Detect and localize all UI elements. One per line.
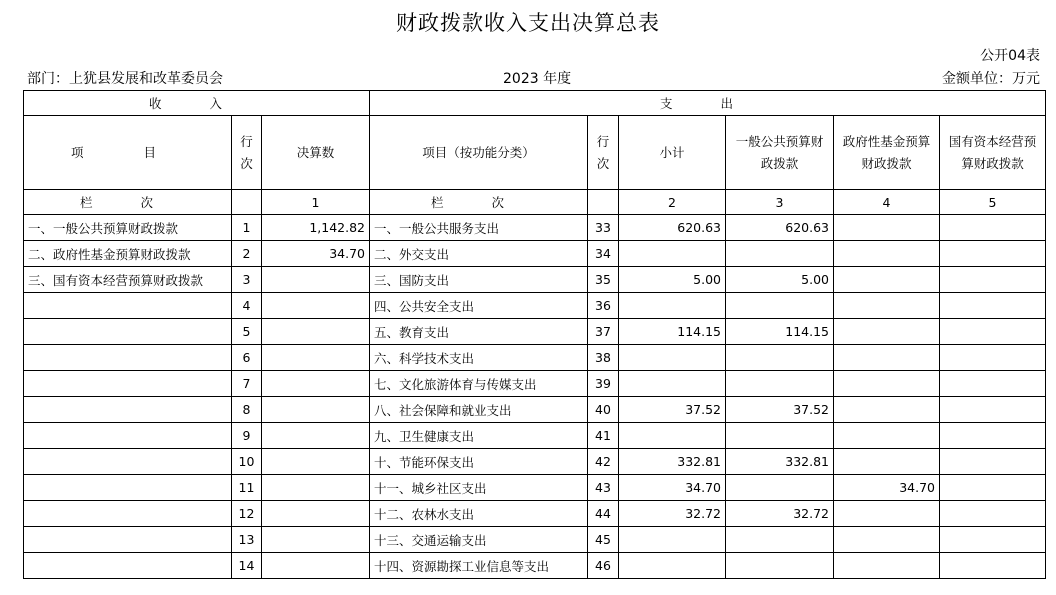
expense-item: 一、一般公共服务支出 [370, 215, 588, 241]
expense-item: 九、卫生健康支出 [370, 423, 588, 449]
expense-state-capital [940, 475, 1046, 501]
table-row [24, 293, 1046, 319]
income-row-no: 11 [232, 475, 262, 501]
report-table [23, 90, 1046, 579]
expense-row-no: 34 [588, 241, 619, 267]
expense-state-capital [940, 345, 1046, 371]
expense-subtotal: 5.00 [619, 267, 726, 293]
expense-general-budget [726, 293, 834, 319]
lanci-label-in: 栏 次 [24, 190, 232, 215]
form-number: 公开04表 [980, 48, 1040, 64]
lanci-empty-out [588, 190, 619, 215]
expense-state-capital [940, 267, 1046, 293]
income-section-header: 收 入 [24, 91, 370, 116]
income-row-no: 2 [232, 241, 262, 267]
income-amount [262, 501, 370, 527]
income-item: 二、政府性基金预算财政拨款 [24, 241, 232, 267]
expense-gov-fund [834, 293, 940, 319]
table-row [24, 501, 1046, 527]
expense-state-capital [940, 501, 1046, 527]
income-item [24, 345, 232, 371]
expense-general-budget [726, 553, 834, 579]
table-row [24, 449, 1046, 475]
expense-section-header: 支 出 [370, 91, 1046, 116]
income-item [24, 449, 232, 475]
expense-row-no: 43 [588, 475, 619, 501]
expense-state-capital [940, 527, 1046, 553]
unit-label: 金额单位：万元 [942, 71, 1040, 87]
table-row [24, 423, 1046, 449]
section-row [24, 91, 1046, 116]
expense-item: 二、外交支出 [370, 241, 588, 267]
income-row-no: 3 [232, 267, 262, 293]
year-label: 2023 年度 [503, 71, 572, 87]
header-general-budget: 一般公共预算财政拨款 [726, 116, 834, 190]
income-row-no: 9 [232, 423, 262, 449]
expense-state-capital [940, 449, 1046, 475]
expense-general-budget [726, 527, 834, 553]
header-gov-fund: 政府性基金预算财政拨款 [834, 116, 940, 190]
income-row-no: 13 [232, 527, 262, 553]
expense-gov-fund [834, 423, 940, 449]
expense-state-capital [940, 423, 1046, 449]
lanci-col5: 5 [940, 190, 1046, 215]
income-item [24, 371, 232, 397]
income-row-no: 5 [232, 319, 262, 345]
income-amount [262, 527, 370, 553]
expense-subtotal: 620.63 [619, 215, 726, 241]
table-row [24, 371, 1046, 397]
header-item-func: 项目（按功能分类） [370, 116, 588, 190]
table-row [24, 397, 1046, 423]
expense-item: 十一、城乡社区支出 [370, 475, 588, 501]
lanci-col4: 4 [834, 190, 940, 215]
expense-gov-fund [834, 397, 940, 423]
income-row-no: 8 [232, 397, 262, 423]
expense-row-no: 46 [588, 553, 619, 579]
expense-row-no: 39 [588, 371, 619, 397]
expense-general-budget [726, 241, 834, 267]
lanci-empty-in [232, 190, 262, 215]
income-item [24, 293, 232, 319]
income-row-no: 14 [232, 553, 262, 579]
expense-row-no: 42 [588, 449, 619, 475]
header-row-no-out: 行次 [588, 116, 619, 190]
expense-subtotal [619, 371, 726, 397]
expense-subtotal [619, 241, 726, 267]
table-row [24, 527, 1046, 553]
expense-subtotal: 37.52 [619, 397, 726, 423]
expense-gov-fund [834, 449, 940, 475]
income-row-no: 4 [232, 293, 262, 319]
expense-gov-fund [834, 215, 940, 241]
expense-general-budget: 332.81 [726, 449, 834, 475]
expense-subtotal: 114.15 [619, 319, 726, 345]
income-amount [262, 267, 370, 293]
expense-row-no: 40 [588, 397, 619, 423]
expense-item: 四、公共安全支出 [370, 293, 588, 319]
header-state-capital: 国有资本经营预算财政拨款 [940, 116, 1046, 190]
income-row-no: 12 [232, 501, 262, 527]
income-item: 一、一般公共预算财政拨款 [24, 215, 232, 241]
income-item [24, 553, 232, 579]
expense-gov-fund [834, 267, 940, 293]
lanci-col1: 1 [262, 190, 370, 215]
expense-gov-fund [834, 553, 940, 579]
expense-item: 十二、农林水支出 [370, 501, 588, 527]
expense-subtotal [619, 527, 726, 553]
expense-general-budget: 620.63 [726, 215, 834, 241]
income-amount [262, 345, 370, 371]
table-row [24, 345, 1046, 371]
expense-general-budget: 114.15 [726, 319, 834, 345]
header-subtotal: 小计 [619, 116, 726, 190]
expense-gov-fund [834, 241, 940, 267]
expense-subtotal [619, 293, 726, 319]
expense-subtotal: 34.70 [619, 475, 726, 501]
header-item: 项 目 [24, 116, 232, 190]
expense-state-capital [940, 397, 1046, 423]
expense-row-no: 33 [588, 215, 619, 241]
income-amount [262, 423, 370, 449]
expense-item: 三、国防支出 [370, 267, 588, 293]
income-amount: 1,142.82 [262, 215, 370, 241]
expense-item: 十四、资源勘探工业信息等支出 [370, 553, 588, 579]
expense-general-budget [726, 475, 834, 501]
expense-subtotal [619, 553, 726, 579]
income-item [24, 423, 232, 449]
table-row [24, 475, 1046, 501]
expense-state-capital [940, 553, 1046, 579]
expense-subtotal: 332.81 [619, 449, 726, 475]
income-amount [262, 397, 370, 423]
income-item [24, 319, 232, 345]
table-row [24, 319, 1046, 345]
income-row-no: 10 [232, 449, 262, 475]
header-row-no-in: 行次 [232, 116, 262, 190]
expense-general-budget: 5.00 [726, 267, 834, 293]
expense-subtotal [619, 345, 726, 371]
income-amount [262, 449, 370, 475]
expense-item: 六、科学技术支出 [370, 345, 588, 371]
table-row [24, 215, 1046, 241]
income-row-no: 6 [232, 345, 262, 371]
page-title: 财政拨款收入支出决算总表 [396, 11, 660, 35]
income-amount [262, 475, 370, 501]
lanci-col3: 3 [726, 190, 834, 215]
expense-row-no: 45 [588, 527, 619, 553]
expense-item: 五、教育支出 [370, 319, 588, 345]
expense-gov-fund [834, 501, 940, 527]
expense-row-no: 35 [588, 267, 619, 293]
expense-gov-fund [834, 319, 940, 345]
table-row [24, 241, 1046, 267]
table-row [24, 267, 1046, 293]
expense-subtotal [619, 423, 726, 449]
income-row-no: 1 [232, 215, 262, 241]
expense-gov-fund [834, 371, 940, 397]
expense-gov-fund: 34.70 [834, 475, 940, 501]
expense-gov-fund [834, 345, 940, 371]
expense-general-budget [726, 371, 834, 397]
income-item [24, 501, 232, 527]
column-index-row [24, 190, 1046, 215]
income-amount [262, 553, 370, 579]
expense-subtotal: 32.72 [619, 501, 726, 527]
expense-general-budget [726, 423, 834, 449]
header-final-amount: 决算数 [262, 116, 370, 190]
expense-state-capital [940, 319, 1046, 345]
expense-row-no: 37 [588, 319, 619, 345]
income-item [24, 397, 232, 423]
expense-general-budget [726, 345, 834, 371]
expense-state-capital [940, 293, 1046, 319]
income-item [24, 475, 232, 501]
expense-item: 十、节能环保支出 [370, 449, 588, 475]
expense-row-no: 36 [588, 293, 619, 319]
expense-state-capital [940, 371, 1046, 397]
expense-gov-fund [834, 527, 940, 553]
income-item: 三、国有资本经营预算财政拨款 [24, 267, 232, 293]
income-amount: 34.70 [262, 241, 370, 267]
income-amount [262, 371, 370, 397]
lanci-col2: 2 [619, 190, 726, 215]
expense-item: 十三、交通运输支出 [370, 527, 588, 553]
income-amount [262, 293, 370, 319]
expense-state-capital [940, 215, 1046, 241]
expense-row-no: 38 [588, 345, 619, 371]
income-item [24, 527, 232, 553]
expense-general-budget: 32.72 [726, 501, 834, 527]
expense-state-capital [940, 241, 1046, 267]
expense-item: 七、文化旅游体育与传媒支出 [370, 371, 588, 397]
expense-general-budget: 37.52 [726, 397, 834, 423]
expense-row-no: 44 [588, 501, 619, 527]
expense-row-no: 41 [588, 423, 619, 449]
column-header-row [24, 116, 1046, 190]
lanci-label-out: 栏 次 [370, 190, 588, 215]
income-row-no: 7 [232, 371, 262, 397]
table-row [24, 553, 1046, 579]
department-label: 部门：上犹县发展和改革委员会 [27, 71, 223, 87]
income-amount [262, 319, 370, 345]
expense-item: 八、社会保障和就业支出 [370, 397, 588, 423]
